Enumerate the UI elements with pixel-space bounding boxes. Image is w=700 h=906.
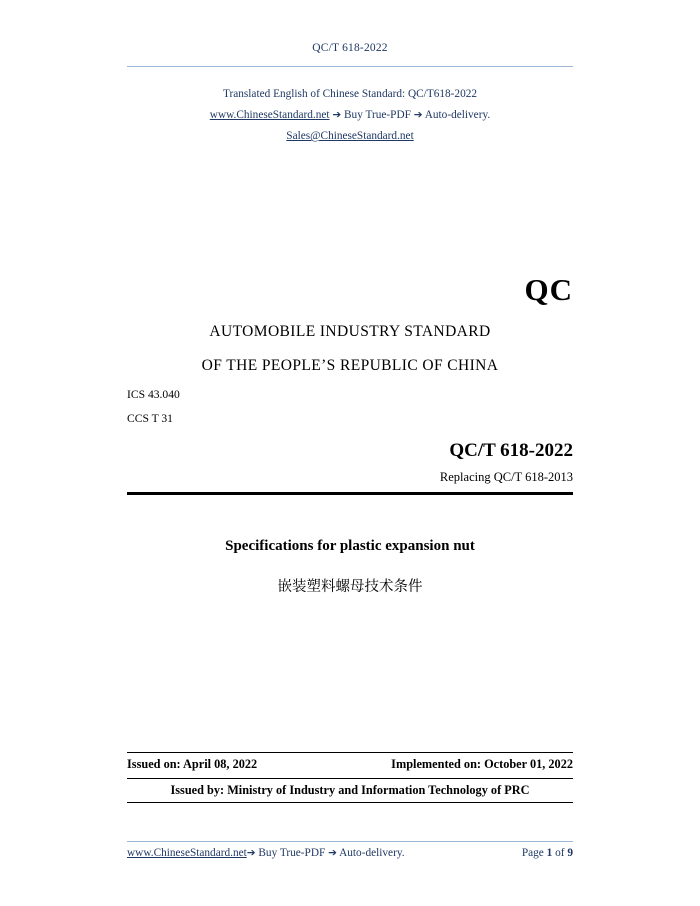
replacing-note: Replacing QC/T 618-2013 bbox=[439, 470, 573, 484]
footer-left bbox=[127, 847, 405, 859]
page-of-label: of bbox=[555, 847, 565, 859]
promo-buy-label: Buy True-PDF bbox=[344, 109, 411, 121]
arrow-icon: ➔ bbox=[332, 109, 342, 121]
sales-email-link[interactable]: Sales@ChineseStandard.net bbox=[286, 130, 414, 142]
standard-heading-line2: OF THE PEOPLE’S REPUBLIC OF CHINA bbox=[201, 357, 499, 374]
chinesestandard-link[interactable]: www.ChineseStandard.net bbox=[209, 109, 330, 121]
issue-divider-mid bbox=[127, 778, 573, 779]
promo-delivery-label: Auto-delivery. bbox=[424, 109, 491, 121]
promo-block bbox=[127, 84, 573, 147]
promo-link-line bbox=[127, 105, 573, 126]
issue-divider-top bbox=[127, 752, 573, 753]
footer-delivery-label: Auto-delivery. bbox=[339, 847, 405, 859]
promo-translated-line: Translated English of Chinese Standard: QC/T618-2022 bbox=[222, 88, 478, 100]
ccs-code: CCS T 31 bbox=[127, 412, 173, 425]
ics-code: ICS 43.040 bbox=[127, 388, 180, 401]
footer-buy-label: Buy True-PDF bbox=[258, 847, 326, 859]
page-total: 9 bbox=[567, 847, 573, 859]
arrow-icon-2: ➔ bbox=[413, 109, 423, 121]
document-title-english: Specifications for plastic expansion nut bbox=[225, 538, 475, 554]
cover-divider bbox=[127, 492, 573, 495]
implemented-on-label: Implemented on: October 01, 2022 bbox=[391, 757, 573, 771]
header-divider bbox=[127, 66, 573, 67]
footer-chinesestandard-link[interactable]: www.ChineseStandard.net bbox=[127, 847, 247, 859]
standard-heading-line1: AUTOMOBILE INDUSTRY STANDARD bbox=[209, 323, 491, 340]
footer-pagination bbox=[522, 847, 573, 859]
issued-on-label: Issued on: April 08, 2022 bbox=[127, 757, 258, 771]
footer-arrow-icon-2: ➔ bbox=[328, 847, 337, 859]
page-current: 1 bbox=[546, 847, 553, 859]
issue-divider-bottom bbox=[127, 802, 573, 803]
standard-number: QC/T 618-2022 bbox=[449, 440, 573, 461]
page-footer bbox=[127, 847, 573, 859]
qc-logo: QC bbox=[524, 272, 573, 307]
issued-by-label: Issued by: Ministry of Industry and Information Technology of PRC bbox=[170, 783, 530, 797]
footer-divider bbox=[127, 841, 573, 842]
footer-arrow-icon: ➔ bbox=[246, 847, 256, 859]
page-label: Page bbox=[521, 847, 544, 859]
page-header bbox=[127, 38, 573, 56]
issue-info-row bbox=[127, 757, 573, 772]
promo-email-line bbox=[127, 126, 573, 147]
document-title-chinese: 嵌装塑料螺母技术条件 bbox=[277, 579, 423, 595]
header-standard-number: QC/T 618-2022 bbox=[312, 42, 388, 54]
